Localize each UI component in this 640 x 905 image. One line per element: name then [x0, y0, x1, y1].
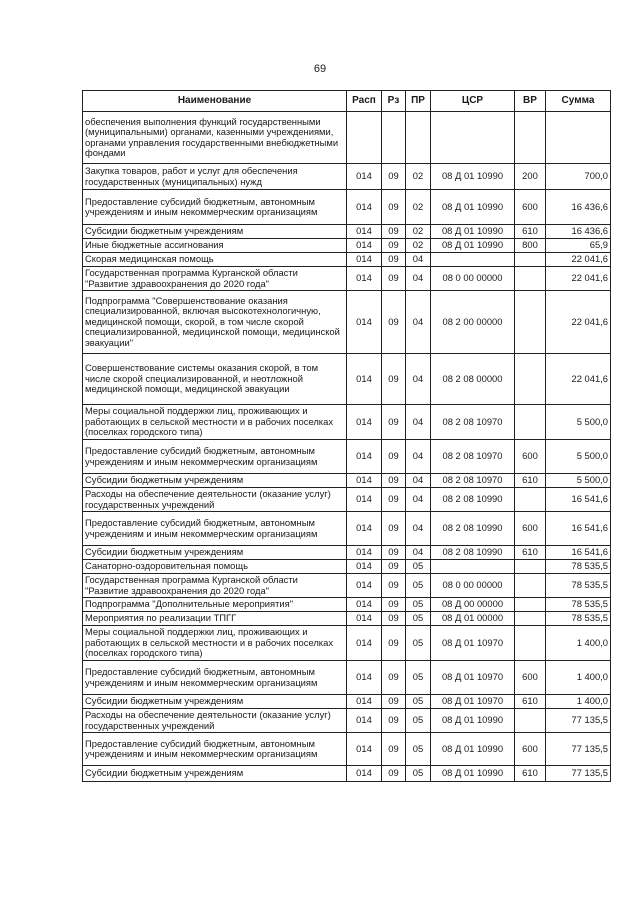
- rz-cell: [382, 112, 406, 164]
- vr-cell: [515, 626, 546, 661]
- csr-cell: 08 Д 01 10990: [431, 239, 515, 253]
- table-row: [83, 112, 611, 164]
- vr-cell: 200: [515, 164, 546, 190]
- rasp-cell: 014: [347, 440, 382, 474]
- csr-cell: 08 Д 01 10990: [431, 190, 515, 225]
- vr-cell: [515, 574, 546, 598]
- rasp-cell: 014: [347, 405, 382, 440]
- csr-cell: 08 2 08 10990: [431, 488, 515, 512]
- vr-cell: 600: [515, 190, 546, 225]
- name-cell: Подпрограмма "Дополнительные мероприятия": [83, 598, 347, 612]
- table-row: [83, 440, 611, 474]
- pr-cell: [406, 112, 431, 164]
- name-cell: Санаторно-оздоровительная помощь: [83, 560, 347, 574]
- pr-cell: 02: [406, 225, 431, 239]
- csr-cell: 08 Д 01 10990: [431, 709, 515, 733]
- rz-cell: 09: [382, 354, 406, 405]
- pr-cell: 02: [406, 164, 431, 190]
- sum-cell: 22 041,6: [546, 267, 611, 291]
- rz-cell: 09: [382, 661, 406, 695]
- rz-cell: 09: [382, 695, 406, 709]
- rz-cell: 09: [382, 546, 406, 560]
- name-cell: Предоставление субсидий бюджетным, автономным учреждениям и иным некоммерческим организациям: [83, 733, 347, 766]
- budget-table: [82, 90, 611, 782]
- name-cell: Скорая медицинская помощь: [83, 253, 347, 267]
- csr-cell: 08 Д 01 10990: [431, 225, 515, 239]
- pr-cell: 05: [406, 709, 431, 733]
- table-row: [83, 766, 611, 782]
- name-cell: Совершенствование системы оказания скорой, в том числе скорой специализированной, и неотложной медицинской помощи, медицинской эвакуации: [83, 354, 347, 405]
- header-vr: ВР: [515, 91, 546, 112]
- rasp-cell: 014: [347, 291, 382, 354]
- pr-cell: 04: [406, 512, 431, 546]
- csr-cell: [431, 112, 515, 164]
- vr-cell: 610: [515, 766, 546, 782]
- csr-cell: 08 2 08 10970: [431, 405, 515, 440]
- name-cell: Предоставление субсидий бюджетным, автономным учреждениям и иным некоммерческим организациям: [83, 512, 347, 546]
- header-sum: Сумма: [546, 91, 611, 112]
- name-cell: Мероприятия по реализации ТПГГ: [83, 612, 347, 626]
- pr-cell: 04: [406, 267, 431, 291]
- csr-cell: 08 2 08 10970: [431, 474, 515, 488]
- name-cell: Государственная программа Курганской области "Развитие здравоохранения до 2020 года": [83, 574, 347, 598]
- pr-cell: 05: [406, 598, 431, 612]
- csr-cell: 08 2 08 10990: [431, 512, 515, 546]
- rz-cell: 09: [382, 733, 406, 766]
- pr-cell: 02: [406, 190, 431, 225]
- rasp-cell: 014: [347, 733, 382, 766]
- table-row: [83, 291, 611, 354]
- name-cell: Предоставление субсидий бюджетным, автономным учреждениям и иным некоммерческим организациям: [83, 661, 347, 695]
- table-header-row: [83, 91, 611, 112]
- pr-cell: 04: [406, 354, 431, 405]
- sum-cell: 16 436,6: [546, 225, 611, 239]
- csr-cell: 08 2 08 10970: [431, 440, 515, 474]
- rz-cell: 09: [382, 488, 406, 512]
- table-row: [83, 512, 611, 546]
- rasp-cell: 014: [347, 488, 382, 512]
- rz-cell: 09: [382, 190, 406, 225]
- vr-cell: 600: [515, 661, 546, 695]
- pr-cell: 05: [406, 612, 431, 626]
- rz-cell: 09: [382, 512, 406, 546]
- pr-cell: 04: [406, 474, 431, 488]
- vr-cell: [515, 291, 546, 354]
- header-csr: ЦСР: [431, 91, 515, 112]
- vr-cell: 800: [515, 239, 546, 253]
- sum-cell: 77 135,5: [546, 766, 611, 782]
- sum-cell: 16 436,6: [546, 190, 611, 225]
- vr-cell: [515, 488, 546, 512]
- rz-cell: 09: [382, 225, 406, 239]
- table-row: [83, 709, 611, 733]
- rasp-cell: 014: [347, 661, 382, 695]
- table-row: [83, 733, 611, 766]
- rz-cell: 09: [382, 405, 406, 440]
- vr-cell: 600: [515, 440, 546, 474]
- rasp-cell: 014: [347, 267, 382, 291]
- sum-cell: 1 400,0: [546, 626, 611, 661]
- table-row: [83, 225, 611, 239]
- sum-cell: 16 541,6: [546, 488, 611, 512]
- csr-cell: 08 2 00 00000: [431, 291, 515, 354]
- rz-cell: 09: [382, 766, 406, 782]
- vr-cell: 610: [515, 546, 546, 560]
- sum-cell: 78 535,5: [546, 560, 611, 574]
- table-row: [83, 695, 611, 709]
- sum-cell: 16 541,6: [546, 512, 611, 546]
- pr-cell: 04: [406, 488, 431, 512]
- vr-cell: [515, 405, 546, 440]
- csr-cell: 08 0 00 00000: [431, 574, 515, 598]
- rz-cell: 09: [382, 574, 406, 598]
- pr-cell: 02: [406, 239, 431, 253]
- rasp-cell: 014: [347, 474, 382, 488]
- name-cell: Иные бюджетные ассигнования: [83, 239, 347, 253]
- rz-cell: 09: [382, 267, 406, 291]
- header-name: Наименование: [83, 91, 347, 112]
- pr-cell: 04: [406, 253, 431, 267]
- name-cell: Меры социальной поддержки лиц, проживающих и работающих в сельской местности и в рабочих поселках (поселках городского типа): [83, 405, 347, 440]
- rz-cell: 09: [382, 598, 406, 612]
- vr-cell: [515, 560, 546, 574]
- sum-cell: 1 400,0: [546, 661, 611, 695]
- vr-cell: 610: [515, 474, 546, 488]
- rasp-cell: 014: [347, 225, 382, 239]
- table-row: [83, 474, 611, 488]
- rz-cell: 09: [382, 164, 406, 190]
- sum-cell: [546, 112, 611, 164]
- vr-cell: 600: [515, 733, 546, 766]
- pr-cell: 05: [406, 626, 431, 661]
- name-cell: Расходы на обеспечение деятельности (оказание услуг) государственных учреждений: [83, 709, 347, 733]
- sum-cell: 78 535,5: [546, 612, 611, 626]
- rasp-cell: 014: [347, 560, 382, 574]
- header-pr: ПР: [406, 91, 431, 112]
- table-row: [83, 488, 611, 512]
- vr-cell: 610: [515, 695, 546, 709]
- csr-cell: 08 Д 01 10990: [431, 766, 515, 782]
- csr-cell: 08 Д 01 10970: [431, 626, 515, 661]
- table-row: [83, 405, 611, 440]
- rasp-cell: 014: [347, 598, 382, 612]
- header-rasp: Расп: [347, 91, 382, 112]
- table-row: [83, 546, 611, 560]
- table-row: [83, 598, 611, 612]
- table-row: [83, 574, 611, 598]
- pr-cell: 05: [406, 661, 431, 695]
- csr-cell: 08 Д 01 10990: [431, 733, 515, 766]
- name-cell: Субсидии бюджетным учреждениям: [83, 225, 347, 239]
- table-row: [83, 253, 611, 267]
- sum-cell: 78 535,5: [546, 574, 611, 598]
- csr-cell: 08 2 08 10990: [431, 546, 515, 560]
- rasp-cell: 014: [347, 190, 382, 225]
- rz-cell: 09: [382, 253, 406, 267]
- sum-cell: 77 135,5: [546, 733, 611, 766]
- sum-cell: 22 041,6: [546, 253, 611, 267]
- header-rz: Рз: [382, 91, 406, 112]
- page-number: 69: [313, 63, 327, 75]
- table-row: [83, 560, 611, 574]
- sum-cell: 78 535,5: [546, 598, 611, 612]
- vr-cell: [515, 612, 546, 626]
- vr-cell: [515, 354, 546, 405]
- pr-cell: 04: [406, 546, 431, 560]
- rz-cell: 09: [382, 239, 406, 253]
- rasp-cell: 014: [347, 164, 382, 190]
- rasp-cell: 014: [347, 612, 382, 626]
- vr-cell: [515, 709, 546, 733]
- rz-cell: 09: [382, 291, 406, 354]
- rasp-cell: 014: [347, 354, 382, 405]
- vr-cell: [515, 598, 546, 612]
- vr-cell: [515, 253, 546, 267]
- table-row: [83, 267, 611, 291]
- rz-cell: 09: [382, 440, 406, 474]
- name-cell: Субсидии бюджетным учреждениям: [83, 474, 347, 488]
- sum-cell: 22 041,6: [546, 354, 611, 405]
- rasp-cell: 014: [347, 574, 382, 598]
- name-cell: Государственная программа Курганской области "Развитие здравоохранения до 2020 года": [83, 267, 347, 291]
- pr-cell: 05: [406, 574, 431, 598]
- table-row: [83, 354, 611, 405]
- table-row: [83, 239, 611, 253]
- sum-cell: 16 541,6: [546, 546, 611, 560]
- rz-cell: 09: [382, 612, 406, 626]
- name-cell: Предоставление субсидий бюджетным, автономным учреждениям и иным некоммерческим организациям: [83, 440, 347, 474]
- csr-cell: [431, 253, 515, 267]
- sum-cell: 5 500,0: [546, 440, 611, 474]
- csr-cell: 08 Д 01 10990: [431, 164, 515, 190]
- pr-cell: 05: [406, 695, 431, 709]
- sum-cell: 77 135,5: [546, 709, 611, 733]
- rasp-cell: [347, 112, 382, 164]
- sum-cell: 1 400,0: [546, 695, 611, 709]
- table-row: [83, 164, 611, 190]
- table-row: [83, 661, 611, 695]
- pr-cell: 05: [406, 766, 431, 782]
- rasp-cell: 014: [347, 766, 382, 782]
- csr-cell: 08 0 00 00000: [431, 267, 515, 291]
- name-cell: Расходы на обеспечение деятельности (оказание услуг) государственных учреждений: [83, 488, 347, 512]
- table-row: [83, 612, 611, 626]
- sum-cell: 5 500,0: [546, 405, 611, 440]
- rasp-cell: 014: [347, 695, 382, 709]
- pr-cell: 04: [406, 405, 431, 440]
- rasp-cell: 014: [347, 253, 382, 267]
- rz-cell: 09: [382, 560, 406, 574]
- vr-cell: [515, 267, 546, 291]
- rasp-cell: 014: [347, 546, 382, 560]
- pr-cell: 04: [406, 291, 431, 354]
- table-row: [83, 190, 611, 225]
- sum-cell: 22 041,6: [546, 291, 611, 354]
- table-body: [83, 112, 611, 782]
- vr-cell: 600: [515, 512, 546, 546]
- csr-cell: [431, 560, 515, 574]
- rz-cell: 09: [382, 474, 406, 488]
- pr-cell: 04: [406, 440, 431, 474]
- rz-cell: 09: [382, 626, 406, 661]
- pr-cell: 05: [406, 733, 431, 766]
- pr-cell: 05: [406, 560, 431, 574]
- rasp-cell: 014: [347, 626, 382, 661]
- csr-cell: 08 2 08 00000: [431, 354, 515, 405]
- csr-cell: 08 Д 01 10970: [431, 661, 515, 695]
- name-cell: Субсидии бюджетным учреждениям: [83, 546, 347, 560]
- table-row: [83, 626, 611, 661]
- sum-cell: 700,0: [546, 164, 611, 190]
- name-cell: Закупка товаров, работ и услуг для обеспечения государственных (муниципальных) нужд: [83, 164, 347, 190]
- name-cell: обеспечения выполнения функций государственными (муниципальными) органами, казенными учреждениями, органами управления государственными внебюджетными фондами: [83, 112, 347, 164]
- sum-cell: 5 500,0: [546, 474, 611, 488]
- name-cell: Меры социальной поддержки лиц, проживающих и работающих в сельской местности и в рабочих поселках (поселках городского типа): [83, 626, 347, 661]
- rasp-cell: 014: [347, 709, 382, 733]
- rasp-cell: 014: [347, 239, 382, 253]
- vr-cell: [515, 112, 546, 164]
- csr-cell: 08 Д 00 00000: [431, 598, 515, 612]
- name-cell: Подпрограмма "Совершенствование оказания специализированной, включая высокотехнологичную, медицинской помощи, скорой, в том числе скорой специализированной, медицинской помощи, медицинской эвакуации": [83, 291, 347, 354]
- rz-cell: 09: [382, 709, 406, 733]
- name-cell: Субсидии бюджетным учреждениям: [83, 766, 347, 782]
- name-cell: Субсидии бюджетным учреждениям: [83, 695, 347, 709]
- csr-cell: 08 Д 01 10970: [431, 695, 515, 709]
- rasp-cell: 014: [347, 512, 382, 546]
- csr-cell: 08 Д 01 00000: [431, 612, 515, 626]
- name-cell: Предоставление субсидий бюджетным, автономным учреждениям и иным некоммерческим организациям: [83, 190, 347, 225]
- sum-cell: 65,9: [546, 239, 611, 253]
- vr-cell: 610: [515, 225, 546, 239]
